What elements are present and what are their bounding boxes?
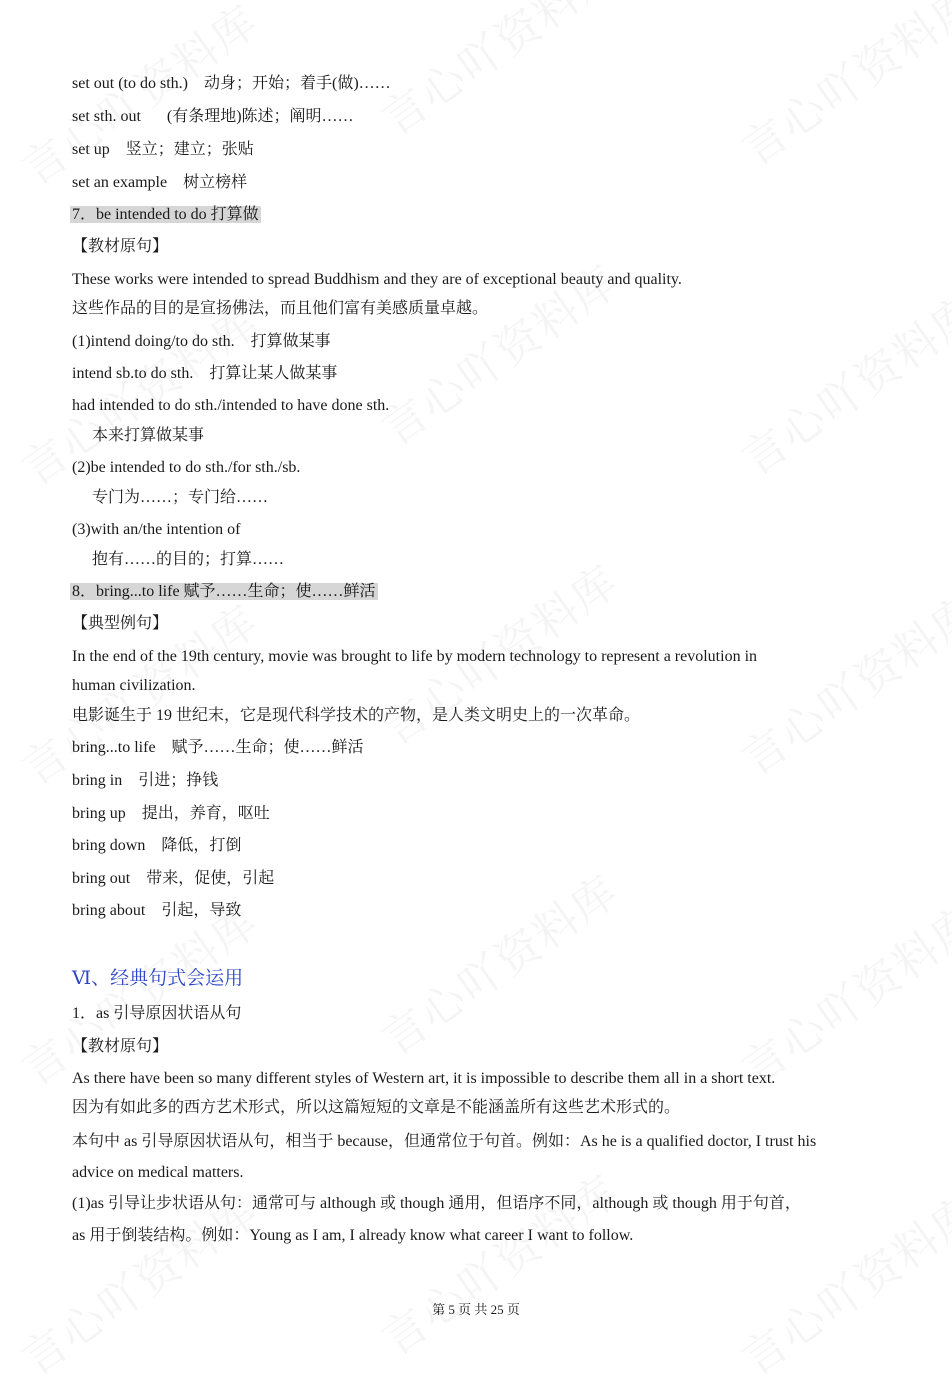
example-english: human civilization.	[72, 677, 196, 694]
phrase-meaning: 抱有……的目的；打算……	[92, 551, 285, 568]
phrase-line: (1)intend doing/to do sth. 打算做某事	[72, 333, 331, 350]
label-textbook-sentence: 【教材原句】	[72, 1038, 169, 1055]
section-heading: Ⅵ、经典句式会运用	[72, 967, 244, 989]
phrase-line: set an example 树立榜样	[72, 174, 248, 191]
watermark	[7, 0, 270, 197]
example-english: These works were intended to spread Buddhism and they are of exceptional beauty and quality.	[72, 271, 682, 288]
phrase-line: had intended to do sth./intended to have done sth.	[72, 397, 390, 414]
phrase-line: bring about 引起，导致	[72, 902, 242, 919]
phrase-line: set up 竖立；建立；张贴	[72, 141, 254, 158]
example-chinese: 这些作品的目的是宣扬佛法，而且他们富有美感质量卓越。	[72, 300, 489, 317]
phrase-line: bring down 降低，打倒	[72, 837, 242, 854]
phrase-line: bring out 带来，促使，引起	[72, 870, 275, 887]
watermark	[727, 277, 952, 488]
watermark	[367, 857, 630, 1068]
section-item-heading: 7．be intended to do 打算做	[72, 206, 259, 223]
explanation-line: (1)as 引导让步状语从句：通常可与 although 或 though 通用，但语序不同，although 或 though 用于句首，	[72, 1195, 801, 1212]
phrase-line: (3)with an/the intention of	[72, 521, 241, 538]
watermark	[727, 577, 952, 788]
phrase-line: bring up 提出，养育，呕吐	[72, 805, 270, 822]
phrase-meaning: 本来打算做某事	[92, 427, 205, 444]
explanation-line: as 用于倒装结构。例如：Young as I am, I already know what career I want to follow.	[72, 1227, 634, 1244]
phrase-line: bring...to life 赋予……生命；使……鲜活	[72, 739, 364, 756]
label-typical-example: 【典型例句】	[72, 615, 169, 632]
watermark	[367, 1157, 630, 1368]
section-item-heading: 8．bring...to life 赋予……生命；使……鲜活	[72, 583, 376, 600]
phrase-meaning: 专门为……；专门给……	[92, 489, 269, 506]
example-english: As there have been so many different styles of Western art, it is impossible to describe them all in a short text.	[72, 1070, 776, 1087]
explanation-line: advice on medical matters.	[72, 1164, 244, 1181]
label-textbook-sentence: 【教材原句】	[72, 238, 169, 255]
watermark	[367, 0, 630, 147]
example-english: In the end of the 19th century, movie was brought to life by modern technology to represent a revolution in	[72, 648, 758, 665]
phrase-line: intend sb.to do sth. 打算让某人做某事	[72, 365, 338, 382]
watermark	[727, 887, 952, 1098]
phrase-line: set sth. out (有条理地)陈述；阐明……	[72, 108, 354, 125]
watermark	[727, 0, 952, 177]
example-chinese: 电影诞生于 19 世纪末，它是现代科学技术的产物，是人类文明史上的一次革命。	[72, 707, 641, 724]
explanation-line: 本句中 as 引导原因状语从句，相当于 because，但通常位于句首。例如：As he is a qualified doctor, I trust his	[72, 1133, 817, 1150]
phrase-line: (2)be intended to do sth./for sth./sb.	[72, 459, 301, 476]
page-footer: 第 5 页 共 25 页	[432, 1302, 520, 1317]
phrase-line: set out (to do sth.) 动身；开始；着手(做)……	[72, 75, 391, 92]
example-chinese: 因为有如此多的西方艺术形式，所以这篇短短的文章是不能涵盖所有这些艺术形式的。	[72, 1099, 681, 1116]
phrase-line: bring in 引进；挣钱	[72, 772, 219, 789]
section-item-heading: 1．as 引导原因状语从句	[72, 1005, 242, 1022]
